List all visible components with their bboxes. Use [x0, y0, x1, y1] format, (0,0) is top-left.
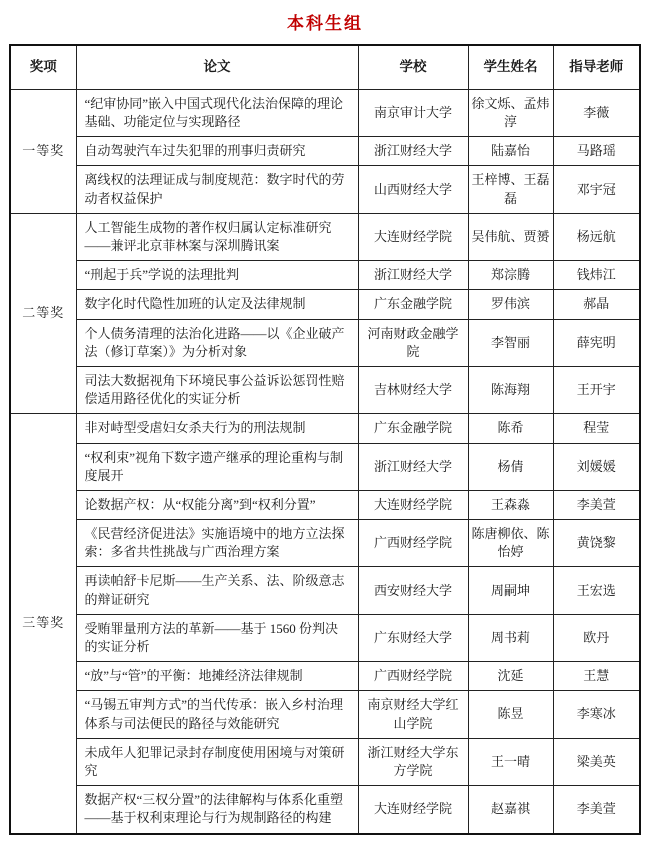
school-cell: 南京财经大学红山学院	[358, 691, 468, 738]
student-names-cell: 王一晴	[468, 738, 553, 785]
school-cell: 浙江财经大学	[358, 261, 468, 290]
paper-title-cell: 受贿罪量刑方法的革新——基于 1560 份判决的实证分析	[76, 614, 358, 661]
school-cell: 浙江财经大学	[358, 137, 468, 166]
student-names-cell: 郑淙腾	[468, 261, 553, 290]
advisor-cell: 王开宇	[553, 366, 640, 413]
paper-title-cell: 数据产权“三权分置”的法律解构与体系化重塑——基于权利束理论与行为规制路径的构建	[76, 786, 358, 834]
student-names-cell: 王森淼	[468, 490, 553, 519]
school-cell: 广东金融学院	[358, 290, 468, 319]
student-names-cell: 陈海翔	[468, 366, 553, 413]
advisor-cell: 马路瑶	[553, 137, 640, 166]
advisor-cell: 李美萱	[553, 490, 640, 519]
table-row	[10, 662, 640, 691]
school-cell: 大连财经学院	[358, 490, 468, 519]
advisor-cell: 程莹	[553, 414, 640, 443]
table-row	[10, 786, 640, 834]
column-header-school: 学校	[358, 45, 468, 89]
table-row	[10, 213, 640, 260]
student-names-cell: 赵嘉祺	[468, 786, 553, 834]
advisor-cell: 郝晶	[553, 290, 640, 319]
student-names-cell: 陈唐柳依、陈怡婷	[468, 520, 553, 567]
paper-title-cell: 人工智能生成物的著作权归属认定标准研究——兼评北京菲林案与深圳腾讯案	[76, 213, 358, 260]
table-row	[10, 490, 640, 519]
awards-table	[9, 44, 641, 835]
student-names-cell: 陆嘉怡	[468, 137, 553, 166]
student-names-cell: 陈昱	[468, 691, 553, 738]
school-cell: 西安财经大学	[358, 567, 468, 614]
school-cell: 广东金融学院	[358, 414, 468, 443]
school-cell: 广东财经大学	[358, 614, 468, 661]
student-names-cell: 李智丽	[468, 319, 553, 366]
student-names-cell: 罗伟滨	[468, 290, 553, 319]
student-names-cell: 徐文烁、孟炜淳	[468, 89, 553, 136]
page-title: 本科生组	[287, 14, 363, 33]
student-names-cell: 王梓博、王磊磊	[468, 166, 553, 213]
column-header-paper: 论文	[76, 45, 358, 89]
advisor-cell: 邓宇冠	[553, 166, 640, 213]
advisor-cell: 欧丹	[553, 614, 640, 661]
advisor-cell: 钱炜江	[553, 261, 640, 290]
student-names-cell: 沈延	[468, 662, 553, 691]
paper-title-cell: 数字化时代隐性加班的认定及法律规制	[76, 290, 358, 319]
paper-title-cell: 论数据产权：从“权能分离”到“权利分置”	[76, 490, 358, 519]
student-names-cell: 周嗣坤	[468, 567, 553, 614]
awards-table-body	[10, 89, 640, 833]
paper-title-cell: 离线权的法理证成与制度规范：数字时代的劳动者权益保护	[76, 166, 358, 213]
school-cell: 大连财经学院	[358, 213, 468, 260]
advisor-cell: 王慧	[553, 662, 640, 691]
column-header-students: 学生姓名	[468, 45, 553, 89]
award-group-cell: 一等奖	[10, 89, 76, 213]
table-row	[10, 443, 640, 490]
column-header-advisor: 指导老师	[553, 45, 640, 89]
table-row	[10, 520, 640, 567]
table-row	[10, 614, 640, 661]
paper-title-cell: 《民营经济促进法》实施语境中的地方立法探索：多省共性挑战与广西治理方案	[76, 520, 358, 567]
table-row	[10, 290, 640, 319]
paper-title-cell: “纪审协同”嵌入中国式现代化法治保障的理论基础、功能定位与实现路径	[76, 89, 358, 136]
advisor-cell: 杨远航	[553, 213, 640, 260]
advisor-cell: 梁美英	[553, 738, 640, 785]
school-cell: 大连财经学院	[358, 786, 468, 834]
student-names-cell: 吴伟航、贾赟	[468, 213, 553, 260]
table-row	[10, 261, 640, 290]
advisor-cell: 刘媛媛	[553, 443, 640, 490]
advisor-cell: 王宏选	[553, 567, 640, 614]
table-row	[10, 89, 640, 136]
table-row	[10, 691, 640, 738]
paper-title-cell: 非对峙型受虐妇女杀夫行为的刑法规制	[76, 414, 358, 443]
table-row	[10, 166, 640, 213]
student-names-cell: 陈希	[468, 414, 553, 443]
table-row	[10, 366, 640, 413]
school-cell: 浙江财经大学东方学院	[358, 738, 468, 785]
paper-title-cell: 未成年人犯罪记录封存制度使用困境与对策研究	[76, 738, 358, 785]
school-cell: 广西财经学院	[358, 662, 468, 691]
school-cell: 广西财经学院	[358, 520, 468, 567]
advisor-cell: 李美萱	[553, 786, 640, 834]
award-group-cell: 三等奖	[10, 414, 76, 834]
school-cell: 吉林财经大学	[358, 366, 468, 413]
student-names-cell: 杨倩	[468, 443, 553, 490]
column-header-award: 奖项	[10, 45, 76, 89]
school-cell: 河南财政金融学院	[358, 319, 468, 366]
paper-title-cell: “放”与“管”的平衡：地摊经济法律规制	[76, 662, 358, 691]
table-row	[10, 738, 640, 785]
table-row	[10, 414, 640, 443]
advisor-cell: 李寒冰	[553, 691, 640, 738]
paper-title-cell: “刑起于兵”学说的法理批判	[76, 261, 358, 290]
school-cell: 浙江财经大学	[358, 443, 468, 490]
paper-title-cell: 个人债务清理的法治化进路——以《企业破产法（修订草案）》为分析对象	[76, 319, 358, 366]
paper-title-cell: 司法大数据视角下环境民事公益诉讼惩罚性赔偿适用路径优化的实证分析	[76, 366, 358, 413]
paper-title-cell: “马锡五审判方式”的当代传承：嵌入乡村治理体系与司法便民的路径与效能研究	[76, 691, 358, 738]
advisor-cell: 黄饶黎	[553, 520, 640, 567]
header-row	[10, 45, 640, 89]
table-row	[10, 137, 640, 166]
table-row	[10, 567, 640, 614]
paper-title-cell: 再读帕舒卡尼斯——生产关系、法、阶级意志的辩证研究	[76, 567, 358, 614]
advisor-cell: 薛宪明	[553, 319, 640, 366]
paper-title-cell: 自动驾驶汽车过失犯罪的刑事归责研究	[76, 137, 358, 166]
school-cell: 南京审计大学	[358, 89, 468, 136]
award-group-cell: 二等奖	[10, 213, 76, 414]
student-names-cell: 周书莉	[468, 614, 553, 661]
school-cell: 山西财经大学	[358, 166, 468, 213]
table-row	[10, 319, 640, 366]
paper-title-cell: “权利束”视角下数字遗产继承的理论重构与制度展开	[76, 443, 358, 490]
advisor-cell: 李薇	[553, 89, 640, 136]
